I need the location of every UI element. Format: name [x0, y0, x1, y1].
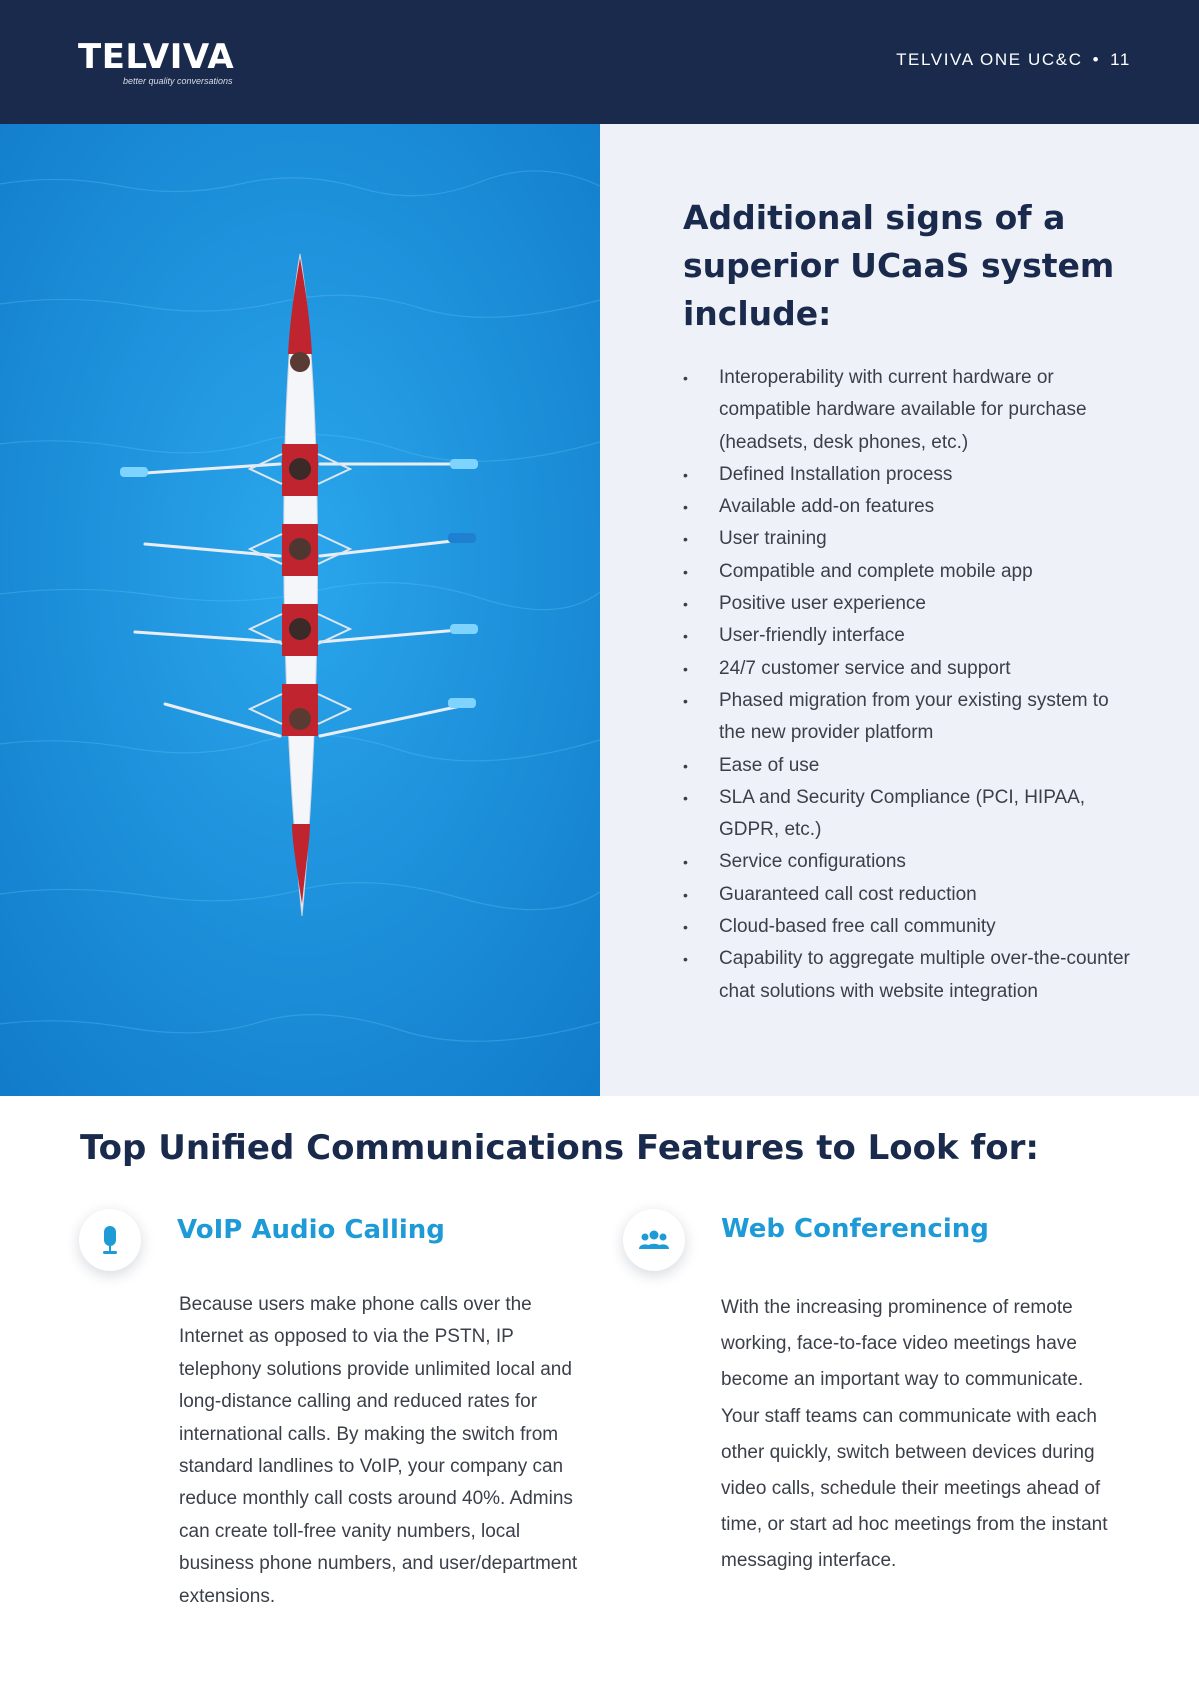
voip-body: Because users make phone calls over the Internet as opposed to via the PSTN, IP telephony solutions provide unlimited local and long-distance calling and reduced rates for international calls. By making the switch from standard landlines to VoIP, your company can reduce monthly call costs around 40%. Admins can create toll-free vanity numbers, local business phone numbers, and user/department extensions.: [179, 1294, 578, 1607]
page-number: 11: [1110, 50, 1131, 69]
web-conferencing-title: Web Conferencing: [721, 1214, 989, 1244]
features-title: Top Unified Communications Features to Look for:: [80, 1128, 1039, 1168]
logo-tagline: better quality conversations: [123, 76, 233, 86]
list-item: • Guaranteed call cost reduction: [683, 879, 1133, 911]
rowing-boat-photo: [0, 124, 600, 1096]
web-conferencing-body: With the increasing prominence of remote working, face-to-face video meetings have become an important way to communicate. Your staff teams can communicate with each other quickly, switch between devices during video calls, schedule their meetings ahead of time, or start ad hoc meetings from the instant messaging interface.: [721, 1297, 1108, 1572]
voip-icon-badge: [79, 1209, 141, 1271]
microphone-icon: [94, 1224, 126, 1256]
ucaas-signs-panel: [683, 194, 1133, 1008]
list-item: • Service configurations: [683, 846, 1133, 878]
people-group-icon: [638, 1224, 670, 1256]
list-item: • Phased migration from your existing system to the new provider platform: [683, 685, 1133, 750]
list-item: • Ease of use: [683, 750, 1133, 782]
list-item: • Cloud-based free call community: [683, 911, 1133, 943]
list-item: • SLA and Security Compliance (PCI, HIPAA, GDPR, etc.): [683, 782, 1133, 847]
running-header: [896, 50, 1131, 70]
voip-title: VoIP Audio Calling: [177, 1215, 445, 1245]
list-item: • Defined Installation process: [683, 459, 1133, 491]
ucaas-signs-heading: Additional signs of a superior UCaaS system include:: [683, 198, 1115, 333]
hero-section: [0, 124, 1199, 1096]
list-item: • Capability to aggregate multiple over-the-counter chat solutions with website integration: [683, 943, 1133, 1008]
document-title: TELVIVA ONE UC&C: [896, 50, 1083, 69]
ucaas-signs-list: [683, 362, 1133, 1008]
list-item: • User training: [683, 523, 1133, 555]
list-item: • 24/7 customer service and support: [683, 653, 1133, 685]
list-item: • Compatible and complete mobile app: [683, 556, 1133, 588]
list-item: • Positive user experience: [683, 588, 1133, 620]
web-conferencing-icon-badge: [623, 1209, 685, 1271]
list-item: • Interoperability with current hardware or compatible hardware available for purchase (headsets, desk phones, etc.): [683, 362, 1133, 459]
telviva-logo: [78, 37, 235, 86]
list-item: • User-friendly interface: [683, 620, 1133, 652]
page-header: [0, 0, 1199, 124]
header-separator: •: [1092, 50, 1101, 69]
rowing-boat-illustration: [0, 124, 600, 1096]
list-item: • Available add-on features: [683, 491, 1133, 523]
logo-wordmark: TELVIVA: [78, 37, 235, 77]
